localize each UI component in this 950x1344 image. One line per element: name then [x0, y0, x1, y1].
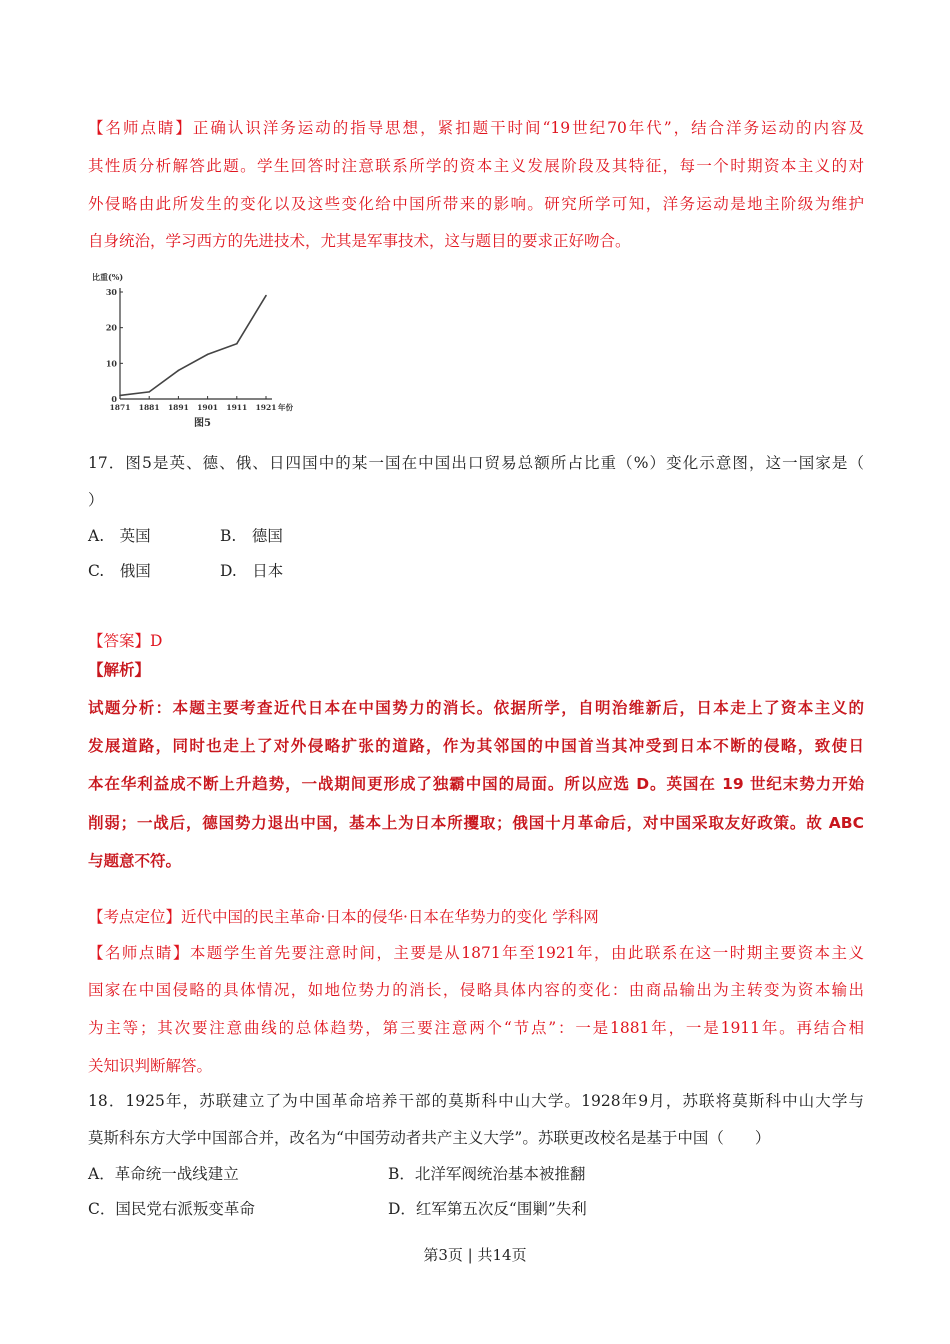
data-point — [207, 354, 209, 356]
x-tick-label: 1921 — [255, 403, 277, 412]
q18-stem: 莫斯科东方大学中国部合并，改名为“中国劳动者共产主义大学”。苏联更改校名是基于中国（ ） — [88, 1129, 771, 1147]
tip1-line: 自身统治，学习西方的先进技术，尤其是军事技术，这与题目的要求正好吻合。 — [88, 232, 631, 250]
y-tick-label: 10 — [105, 358, 117, 369]
tip1-line: 外侵略由此所发生的变化以及这些变化给中国所带来的影响。研究所学可知，洋务运动是地主阶级为维护 — [88, 195, 864, 213]
q17-option-c: C. 俄国 — [88, 562, 151, 580]
y-tick-label: 30 — [105, 287, 117, 297]
q18-stem: 18．1925年，苏联建立了为中国革命培养干部的莫斯科中山大学。1928年9月，苏联将莫斯科中山大学与 — [88, 1092, 864, 1110]
tip2-line: 国家在中国侵略的具体情况，如地位势力的消长，侵略具体内容的变化：由商品输出为主转变为资本输出 — [88, 981, 864, 999]
data-point — [119, 395, 121, 397]
series-line — [120, 296, 266, 396]
analysis-tag: 【解析】 — [88, 660, 151, 679]
q17-stem: ） — [88, 491, 104, 509]
tip2-line: 【名师点睛】本题学生首先要注意时间，主要是从1871年至1921年，由此联系在这一时期主要资本主义 — [88, 944, 864, 962]
analysis-line: 与题意不符。 — [88, 852, 182, 870]
tip1-line: 【名师点睛】正确认识洋务运动的指导思想，紧扣题干时间“19世纪70年代”，结合洋务运动的内容及 — [88, 119, 864, 137]
x-tick-label: 1881 — [138, 403, 160, 412]
x-tick-label: 1901 — [197, 403, 219, 412]
data-point — [236, 343, 238, 345]
x-tick-label: 1911 — [226, 403, 248, 412]
q17-option-d: D. 日本 — [220, 562, 284, 580]
x-axis-label: 年份 — [278, 403, 293, 412]
data-point — [178, 370, 180, 372]
tip1-line: 其性质分析解答此题。学生回答时注意联系所学的资本主义发展阶段及其特征，每一个时期资本主义的对 — [88, 157, 864, 175]
line-chart — [92, 268, 311, 433]
q17-stem: 17．图5是英、德、俄、日四国中的某一国在中国出口贸易总额所占比重（%）变化示意图，这一国家是（ — [88, 454, 864, 472]
q18-option-c: C．国民党右派叛变革命 — [88, 1200, 255, 1218]
tip2-line: 关知识判断解答。 — [88, 1057, 213, 1075]
q18-option-d: D．红军第五次反“围剿”失利 — [388, 1200, 587, 1218]
y-axis-label: 比重(%) — [92, 272, 124, 282]
q17-option-b: B. 德国 — [220, 527, 283, 545]
q17-option-a: A. 英国 — [88, 527, 151, 545]
analysis-line: 发展道路，同时也走上了对外侵略扩张的道路，作为其邻国的中国首当其冲受到日本不断的侵略，致使日 — [88, 737, 864, 755]
y-tick-label: 0 — [111, 394, 117, 404]
q18-option-b: B．北洋军阀统治基本被推翻 — [388, 1165, 586, 1183]
tip2-line: 为主等；其次要注意曲线的总体趋势，第三要注意两个“节点”：一是1881年，一是1911年。再结合相 — [88, 1019, 864, 1037]
data-point — [148, 391, 150, 393]
x-tick-label: 1871 — [109, 403, 131, 412]
y-tick-label: 20 — [105, 322, 117, 333]
kaodian: 【考点定位】近代中国的民主革命·日本的侵华·日本在华势力的变化 学科网 — [88, 908, 599, 926]
data-point — [265, 295, 267, 297]
page-footer: 第3页 | 共14页 — [423, 1246, 527, 1264]
tip-tag: 【名师点睛】 — [88, 119, 193, 137]
answer: 【答案】D — [88, 632, 163, 650]
chart-title: 图5 — [194, 418, 211, 429]
analysis-line: 本在华利益成不断上升趋势，一战期间更形成了独霸中国的局面。所以应选 D。英国在 19 世纪末势力开始 — [88, 775, 864, 793]
analysis-line: 削弱；一战后，德国势力退出中国，基本上为日本所攫取；俄国十月革命后，对中国采取友好政策。故 ABC — [88, 814, 864, 832]
q18-option-a: A．革命统一战线建立 — [88, 1165, 239, 1183]
x-tick-label: 1891 — [167, 403, 189, 412]
analysis-line: 试题分析：本题主要考查近代日本在中国势力的消长。依据所学，自明治维新后，日本走上了资本主义的 — [88, 699, 864, 717]
